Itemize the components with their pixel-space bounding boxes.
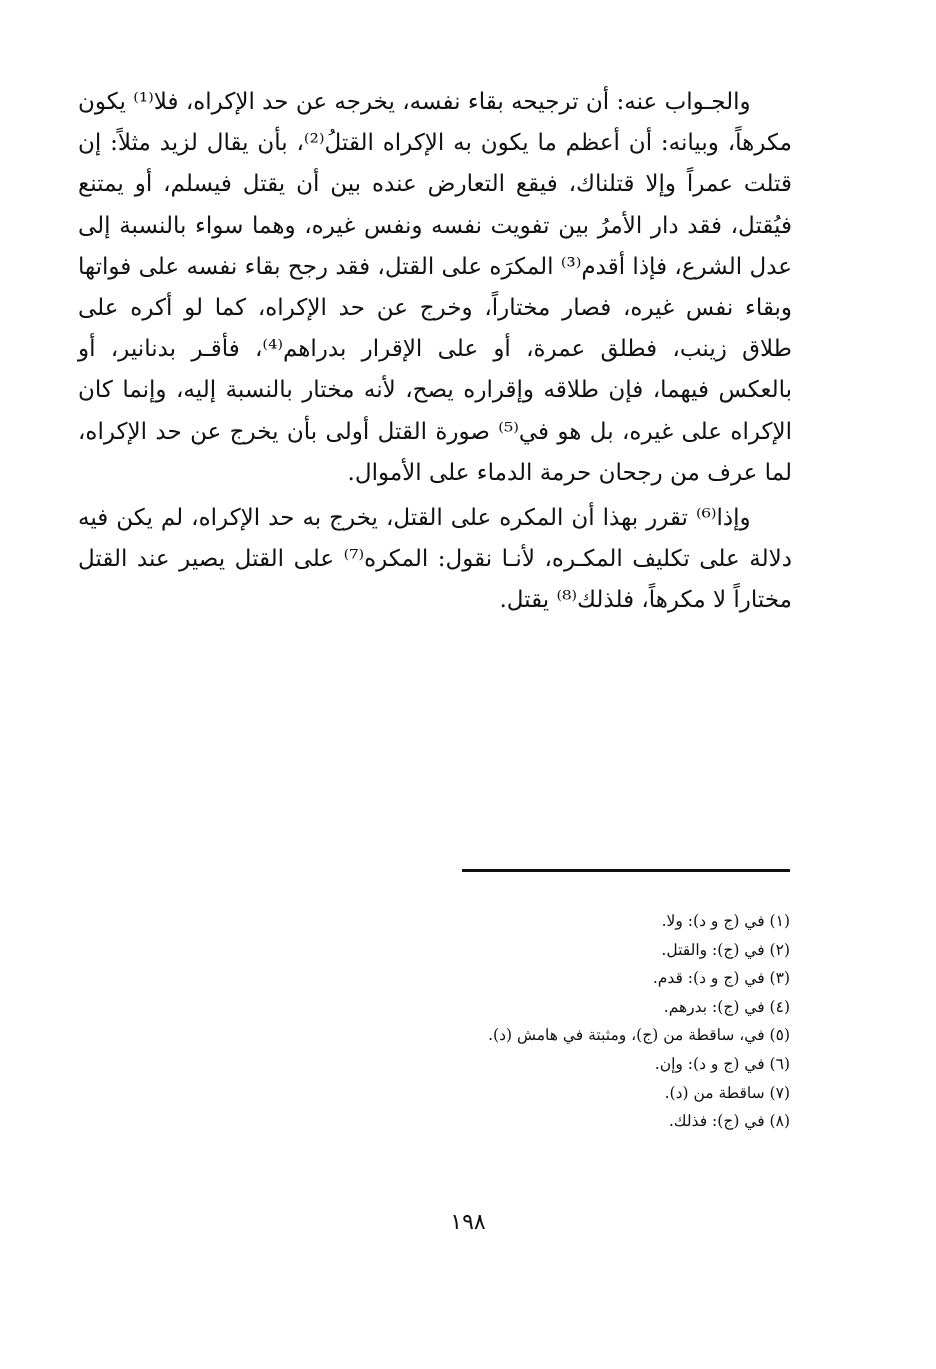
footnote-3: (٣) في (ج و د): قدم.	[652, 969, 790, 988]
footnote-5: (٥) في، ساقطة من (ج)، ومثبتة في هامش (د).	[488, 1026, 790, 1045]
footnote-4: (٤) في (ج): بدرهم.	[663, 997, 790, 1016]
paragraph-2: وإذا⁽⁶⁾ تقرر بهذا أن المكره على القتل، يخرج به حد الإكراه، لم يكن فيه دلالة على تكليف المكـره، لأنـا نقول: المكره⁽⁷⁾ على القتل يصير عند القتل مختاراً لا مكرهاً، فلذلك⁽⁸⁾ يقتل.	[78, 505, 792, 614]
page-number: ١٩٨	[450, 1210, 486, 1235]
footnote-2: (٢) في (ج): والقتل.	[661, 940, 790, 959]
footnote-separator	[462, 869, 790, 872]
footnote-7: (٧) ساقطة من (د).	[664, 1083, 790, 1102]
footnotes-list	[440, 907, 790, 1136]
footnote-8: (٨) في (ج): فذلك.	[668, 1112, 790, 1131]
main-text	[78, 82, 792, 622]
footnote-1: (١) في (ج و د): ولا.	[661, 912, 790, 930]
footnote-6: (٦) في (ج و د): وإن.	[654, 1054, 790, 1073]
paragraph-1: والجـواب عنه: أن ترجيحه بقاء نفسه، يخرجه عن حد الإكراه، فلا⁽¹⁾ يكون مكرهاً، وبيانه: أن أعظم ما يكون به الإكراه القتلُ⁽²⁾، بأن يقال لزيد مثلاً: إن قتلت عمراً وإلا قتلناك، فيقع التعارض عنده بين أن يقتل فيسلم، أو يمتنع فيُقتل، فقد دار الأمرُ بين تفويت نفسه ونفس غيره، وهما سواء بالنسبة إلى عدل الشرع، فإذا أقدم⁽³⁾ المكرَه على القتل، فقد رجح بقاء نفسه على فواتها وبقاء نفس غيره، فصار مختاراً، وخرج عن حد الإكراه، كما لو أكره على طلاق زينب، فطلق عمرة، أو على الإقرار بدراهم⁽⁴⁾، فأقـر بدنانير، أو بالعكس فيهما، فإن طلاقه وإقراره يصح، لأنه مختار بالنسبة إليه، وإنما كان الإكراه على غيره، بل هو في⁽⁵⁾ صورة القتل أولى بأن يخرج عن حد الإكراه، لما عرف من رجحان حرمة الدماء على الأموال.	[78, 89, 792, 486]
